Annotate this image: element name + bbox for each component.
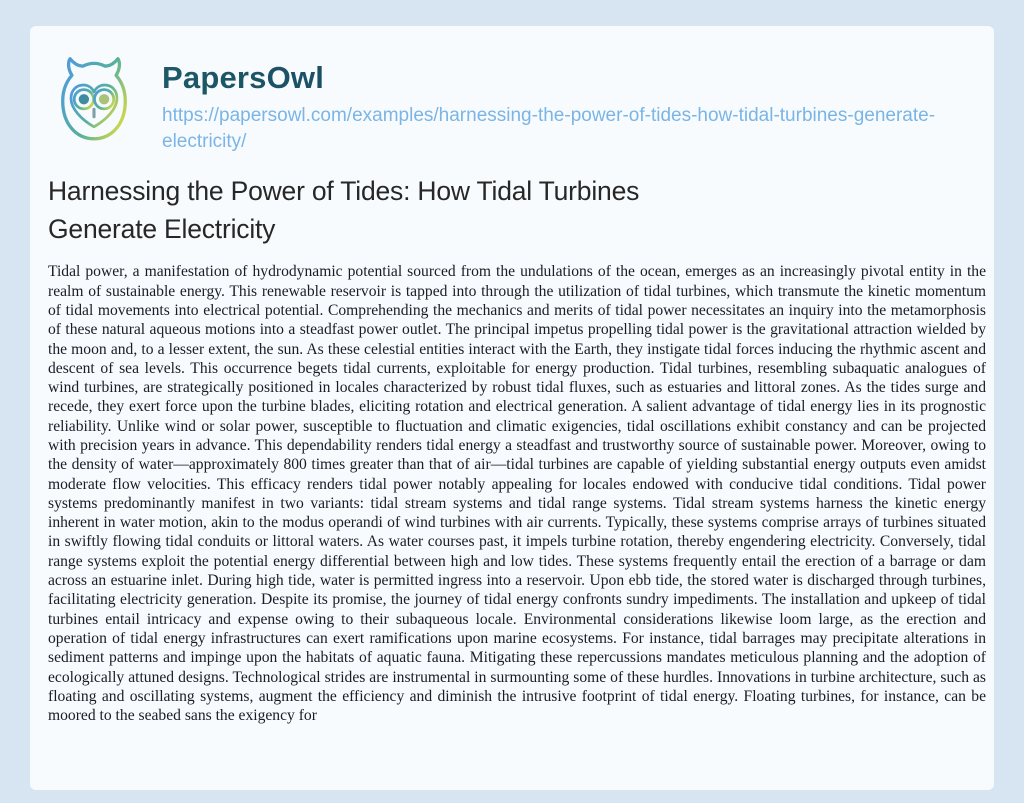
brand-block [162, 56, 944, 155]
article-body-text: Tidal power, a manifestation of hydrodynamic potential sourced from the undulations of the ocean, emerges as an increasingly pivotal entity in the realm of sustainable energy. This renewable reservoir is tapped into through the utilization of tidal turbines, which transmute the kinetic momentum of tidal movements into electrical potential. Comprehending the mechanics and merits of tidal power necessitates an inquiry into the metamorphosis of these natural aqueous motions into a steadfast power outlet. The principal impetus propelling tidal power is the gravitational attraction wielded by the moon and, to a lesser extent, the sun. As these celestial entities interact with the Earth, they instigate tidal forces inducing the rhythmic ascent and descent of sea levels. This occurrence begets tidal currents, exploitable for energy production. Tidal turbines, resembling subaquatic analogues of wind turbines, are strategically positioned in locales characterized by robust tidal fluxes, such as estuaries and littoral zones. As the tides surge and recede, they exert force upon the turbine blades, eliciting rotation and electrical generation. A salient advantage of tidal energy lies in its prognostic reliability. Unlike wind or solar power, susceptible to fluctuation and climatic exigencies, tidal oscillations exhibit constancy and can be projected with precision years in advance. This dependability renders tidal energy a steadfast and trustworthy source of sustainable power. Moreover, owing to the density of water—approximately 800 times greater than that of air—tidal turbines are capable of yielding substantial energy outputs even amidst moderate flow velocities. This efficacy renders tidal power notably appealing for locales endowed with conducive tidal conditions. Tidal power systems predominantly manifest in two variants: tidal stream systems and tidal range systems. Tidal stream systems harness the kinetic energy inherent in water motion, akin to the modus operandi of wind turbines with air currents. Typically, these systems comprise arrays of turbines situated in swiftly flowing tidal conduits or littoral waters. As water courses past, it impels turbine rotation, thereby engendering electricity. Conversely, tidal range systems exploit the potential energy differential between high and low tides. These systems frequently entail the erection of a barrage or dam across an estuarine inlet. During high tide, water is permitted ingress into a reservoir. Upon ebb tide, the stored water is discharged through turbines, facilitating electricity generation. Despite its promise, the journey of tidal energy confronts sundry impediments. The installation and upkeep of tidal turbines entail intricacy and expense owing to their subaqueous locale. Environmental considerations likewise loom large, as the erection and operation of tidal energy infrastructures can exert ramifications upon marine ecosystems. For instance, tidal barrages may precipitate alterations in sediment patterns and impinge upon the habitats of aquatic fauna. Mitigating these repercussions mandates meticulous planning and the adoption of ecologically attuned designs. Technological strides are instrumental in surmounting some of these hurdles. Innovations in turbine architecture, such as floating and oscillating systems, augment the efficiency and diminish the intrusive footprint of tidal energy. Floating turbines, for instance, can be moored to the seabed sans the exigency for [48, 263, 986, 725]
page-url-link[interactable]: https://papersowl.com/examples/harnessing-the-power-of-tides-how-tidal-turbines-generate-electricity/ [162, 104, 936, 152]
article-title: Harnessing the Power of Tides: How Tidal Turbines Generate Electricity [48, 176, 640, 244]
owl-icon [48, 56, 140, 148]
site-header [48, 56, 978, 155]
brand-title: PapersOwl [162, 60, 944, 96]
document-card [30, 26, 994, 790]
